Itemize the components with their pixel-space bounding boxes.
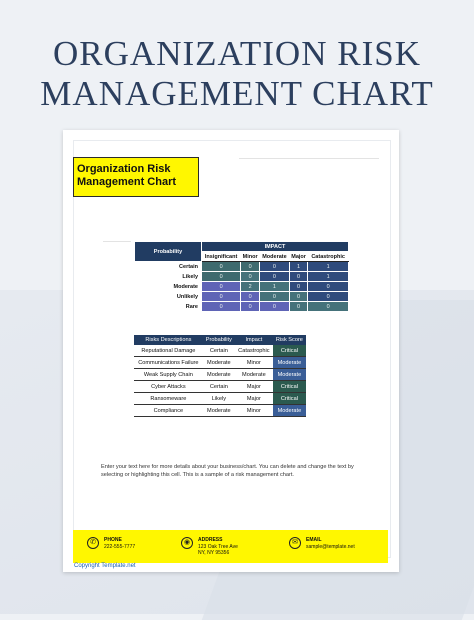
risk-description: Cyber Attacks [134,381,203,393]
matrix-cell: 2 [241,282,260,292]
matrix-col-header: Insignificant [202,252,241,262]
risk-probability: Moderate [203,405,235,417]
table-row [134,393,306,405]
risk-table-header [134,335,306,345]
risk-impact: Moderate [235,369,273,381]
matrix-row [135,292,349,302]
divider [103,241,131,242]
matrix-cell: 0 [202,272,241,282]
risk-score-badge: Moderate [273,405,306,417]
matrix-row-label: Unlikely [135,292,202,302]
email-value[interactable]: sample@template.net [306,544,355,550]
phone-label: PHONE [104,537,122,543]
description-text: Enter your text here for more details about your business/chart. You can delete and change the text by selecting or highlighting this cell. This is a sample of a risk management chart. [101,464,354,478]
matrix-cell: 0 [202,302,241,312]
risk-col-header: Probability [203,335,235,345]
matrix-cell: 1 [308,262,349,272]
envelope-icon: ✉ [289,537,301,549]
copyright-link[interactable]: Copyright Template.net [74,563,136,569]
matrix-corner-label: Probability [135,242,202,262]
matrix-cell: 1 [308,272,349,282]
table-row [134,405,306,417]
risk-col-header: Risk Score [273,335,306,345]
matrix-row-label: Moderate [135,282,202,292]
risk-score-badge: Moderate [273,369,306,381]
risk-impact: Catastrophic [235,345,273,357]
worksheet-title-line2: Management Chart [77,176,177,188]
risk-impact: Major [235,393,273,405]
matrix-cell: 0 [202,282,241,292]
risk-probability: Moderate [203,369,235,381]
matrix-cell: 0 [202,292,241,302]
risk-register-table [134,335,306,417]
table-row [134,357,306,369]
matrix-impact-label: IMPACT [202,242,349,252]
address-line1: 123 Oak Tree Ave [198,544,238,550]
table-row [134,369,306,381]
risk-probability: Certain [203,345,235,357]
risk-description: Reputational Damage [134,345,203,357]
spreadsheet-preview [63,130,399,572]
matrix-col-header: Moderate [259,252,289,262]
matrix-row [135,262,349,272]
phone-icon: ✆ [87,537,99,549]
risk-description: Communications Failure [134,357,203,369]
risk-matrix [134,241,349,312]
matrix-cell: 0 [241,272,260,282]
matrix-cell: 1 [289,262,307,272]
risk-score-badge: Moderate [273,357,306,369]
matrix-cell: 1 [259,282,289,292]
risk-score-badge: Critical [273,381,306,393]
risk-impact: Minor [235,405,273,417]
risk-description: Ransomeware [134,393,203,405]
matrix-cell: 0 [241,262,260,272]
matrix-cell: 0 [308,292,349,302]
matrix-cell: 0 [289,302,307,312]
risk-score-badge: Critical [273,345,306,357]
matrix-cell: 0 [259,302,289,312]
risk-score-badge: Critical [273,393,306,405]
matrix-row [135,282,349,292]
matrix-cell: 0 [308,282,349,292]
matrix-row [135,272,349,282]
risk-probability: Moderate [203,357,235,369]
matrix-col-header: Catastrophic [308,252,349,262]
matrix-cell: 0 [202,262,241,272]
matrix-cell: 0 [241,292,260,302]
location-pin-icon: ◉ [181,537,193,549]
matrix-cell: 0 [289,292,307,302]
worksheet-title-line1: Organization Risk [77,163,171,175]
risk-description: Weak Supply Chain [134,369,203,381]
address-label: ADDRESS [198,537,223,543]
matrix-col-header: Minor [242,253,258,260]
table-row [134,381,306,393]
risk-col-header: Risks Descriptions [134,335,203,345]
matrix-col-header: Major [291,253,306,260]
matrix-cell: 0 [259,272,289,282]
risk-description: Compliance [134,405,203,417]
matrix-cell: 0 [259,262,289,272]
risk-probability: Certain [203,381,235,393]
matrix-row-label: Certain [135,262,202,272]
risk-impact: Minor [235,357,273,369]
matrix-row-label: Rare [135,302,202,312]
matrix-row-label: Likely [135,272,202,282]
contact-footer [73,530,388,563]
page-title [0,34,474,114]
phone-value: 222-555-7777 [104,544,136,550]
matrix-cell: 0 [289,282,307,292]
divider [239,158,379,159]
page-title-line1: ORGANIZATION RISK [53,34,421,73]
matrix-cell: 0 [308,302,349,312]
risk-col-header: Impact [235,335,273,345]
matrix-row [135,302,349,312]
risk-impact: Major [235,381,273,393]
worksheet-title [73,157,199,197]
matrix-cell: 0 [241,302,260,312]
page-title-line2: MANAGEMENT CHART [40,74,434,113]
matrix-cell: 0 [289,272,307,282]
risk-probability: Likely [203,393,235,405]
table-row [134,345,306,357]
address-line2: NY, NY 95356 [198,550,230,556]
email-label: EMAIL [306,537,322,543]
matrix-cell: 0 [259,292,289,302]
